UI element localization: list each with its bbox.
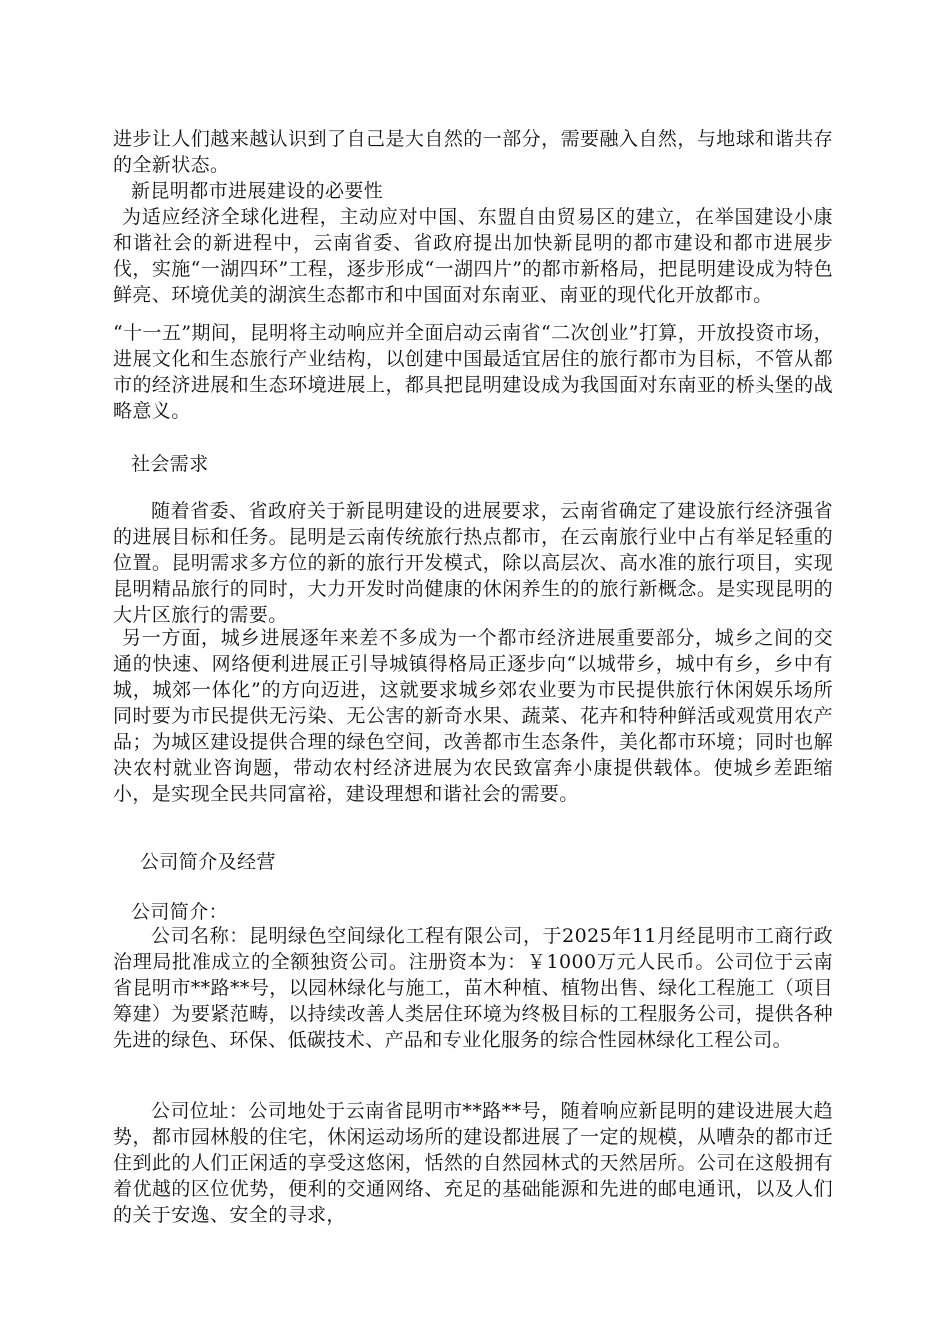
paragraph-tourism-demand: 随着省委、省政府关于新昆明建设的进展要求，云南省确定了建设旅行经济强省的进展目标和任务。昆明是云南传统旅行热点都市，在云南旅行业中占有举足轻重的位置。昆明需求多方位的新的旅行开发模式，除以高层次、高水准的旅行项目，实现昆明精品旅行的同时，大力开发时尚健康的休闲养生的的旅行新概念。是实现昆明的大片区旅行的需要。	[113, 500, 833, 626]
paragraph-urban-rural: 另一方面，城乡进展逐年来差不多成为一个都市经济进展重要部分，城乡之间的交通的快速、网络便利进展正引导城镇得格局正逐步向“以城带乡，城中有乡，乡中有城，城郊一体化”的方向迈进，这就要求城乡郊农业要为市民提供旅行休闲娱乐场所同时要为市民提供无污染、无公害的新奇水果、蔬菜、花卉和特种鲜活或观赏用农产品；为城区建设提供合理的绿色空间，改善都市生态条件，美化都市环境；同时也解决农村就业咨询题，带动农村经济进展为农民致富奔小康提供载体。使城乡差距缩小，是实现全民共同富裕，建设理想和谐社会的需要。	[113, 627, 833, 805]
paragraph-company-name: 公司名称：昆明绿色空间绿化工程有限公司，于2025年11月经昆明市工商行政治理局批准成立的全额独资公司。注册资本为：￥1000万元人民币。公司位于云南省昆明市**路**号，以园林绿化与施工，苗木种植、植物出售、绿化工程施工（项目筹建）为要紧范畴，以持续改善人类居住环境为终极目标的工程服务公司，提供各种先进的绿色、环保、低碳技术、产品和专业化服务的综合性园林绿化工程公司。	[113, 925, 833, 1051]
paragraph-economic-globalization: 为适应经济全球化进程，主动应对中国、东盟自由贸易区的建立，在举国建设小康和谐社会的新进程中，云南省委、省政府提出加快新昆明的都市建设和都市进展步伐，实施“一湖四环”工程，逐步形成“一湖四片”的都市新格局，把昆明建设成为特色鲜亮、环境优美的湖滨生态都市和中国面对东南亚、南亚的现代化开放都市。	[113, 206, 833, 306]
section-heading-company: 公司简介及经营	[140, 851, 276, 873]
paragraph-company-address: 公司位址：公司地处于云南省昆明市**路**号，随着响应新昆明的建设进展大趋势，都市园林般的住宅，休闲运动场所的建设都进展了一定的规模，从嘈杂的都市迁住到此的人们正闲适的享受这悠闲，恬然的自然园林式的天然居所。公司在这般拥有着优越的区位优势，便利的交通网络、充足的基础能源和先进的邮电通讯，以及人们的关于安逸、安全的寻求，	[113, 1100, 833, 1226]
paragraph-intro-continuation: 进步让人们越来越认识到了自己是大自然的一部分，需要融入自然，与地球和谐共存的全新状态。	[113, 128, 833, 176]
subheading-company-intro: 公司简介：	[131, 901, 229, 923]
section-heading-social-demand: 社会需求	[131, 453, 209, 475]
paragraph-eleventh-five-year: “十一五”期间，昆明将主动响应并全面启动云南省“二次创业”打算，开放投资市场，进展文化和生态旅行产业结构，以创建中国最适宜居住的旅行都市为目标，不管从都市的经济进展和生态环境进展上，都具把昆明建设成为我国面对东南亚的桥头堡的战略意义。	[113, 322, 833, 422]
section-heading-necessity: 新昆明都市进展建设的必要性	[131, 180, 384, 202]
